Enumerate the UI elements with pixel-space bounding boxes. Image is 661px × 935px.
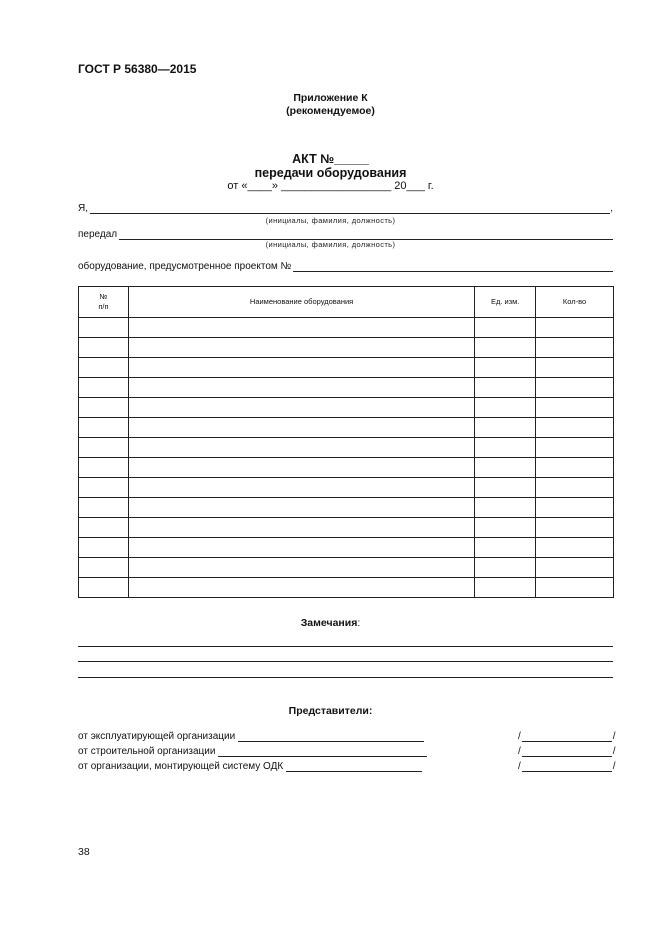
cell-number[interactable] (79, 498, 129, 518)
cell-name[interactable] (128, 458, 474, 478)
col-name-header: Наименование оборудования (128, 287, 474, 318)
table-row (79, 478, 614, 498)
cell-unit[interactable] (475, 378, 536, 398)
cell-number[interactable] (79, 438, 129, 458)
signature-field-operating[interactable] (522, 731, 612, 742)
equipment-label: оборудование, предусмотренное проектом № (78, 261, 292, 272)
act-title: АКТ №_____ (292, 152, 369, 166)
cell-qty[interactable] (536, 378, 614, 398)
rep-label-mounting: от организации, монтирующей систему ОДК (78, 761, 284, 772)
cell-name[interactable] (128, 418, 474, 438)
cell-qty[interactable] (536, 498, 614, 518)
cell-qty[interactable] (536, 358, 614, 378)
table-row (79, 578, 614, 598)
cell-number[interactable] (79, 558, 129, 578)
table-header-row (79, 287, 614, 318)
table-row (79, 498, 614, 518)
cell-qty[interactable] (536, 318, 614, 338)
cell-qty[interactable] (536, 438, 614, 458)
transferred-row (78, 229, 613, 240)
cell-unit[interactable] (475, 418, 536, 438)
rep-label-construction: от строительной организации (78, 746, 216, 757)
signature-construction (518, 746, 616, 757)
act-subtitle: передачи оборудования (254, 166, 407, 180)
cell-number[interactable] (79, 338, 129, 358)
signature-operating (518, 731, 616, 742)
cell-qty[interactable] (536, 518, 614, 538)
rep-field-operating[interactable] (238, 731, 424, 742)
table-row (79, 378, 614, 398)
remarks-line-1[interactable] (78, 646, 613, 647)
hint-initials-1: (инициалы, фамилия, должность) (265, 216, 396, 225)
cell-name[interactable] (128, 558, 474, 578)
cell-name[interactable] (128, 358, 474, 378)
remarks-line-3[interactable] (78, 677, 613, 678)
cell-unit[interactable] (475, 398, 536, 418)
cell-number[interactable] (79, 398, 129, 418)
transferred-label: передал (78, 229, 118, 240)
cell-unit[interactable] (475, 498, 536, 518)
cell-qty[interactable] (536, 558, 614, 578)
cell-name[interactable] (128, 518, 474, 538)
equipment-row (78, 261, 613, 272)
cell-qty[interactable] (536, 418, 614, 438)
transferrer-field[interactable] (119, 229, 613, 240)
cell-name[interactable] (128, 398, 474, 418)
table-row (79, 338, 614, 358)
table-row (79, 418, 614, 438)
appendix-subtitle: (рекомендуемое) (286, 105, 375, 117)
signature-field-mounting[interactable] (522, 761, 612, 772)
table-row (79, 558, 614, 578)
cell-unit[interactable] (475, 458, 536, 478)
cell-name[interactable] (128, 578, 474, 598)
cell-number[interactable] (79, 478, 129, 498)
representatives-title: Представители: (288, 705, 373, 717)
rep-field-mounting[interactable] (286, 761, 422, 772)
cell-number[interactable] (79, 358, 129, 378)
page-number: 38 (78, 846, 90, 858)
col-unit-header: Ед. изм. (475, 287, 536, 318)
cell-unit[interactable] (475, 438, 536, 458)
cell-unit[interactable] (475, 578, 536, 598)
table-row (79, 458, 614, 478)
remarks-title-text: Замечания (300, 617, 358, 629)
cell-name[interactable] (128, 378, 474, 398)
cell-name[interactable] (128, 538, 474, 558)
rep-label-operating: от эксплуатирующей организации (78, 731, 236, 742)
cell-unit[interactable] (475, 358, 536, 378)
cell-name[interactable] (128, 318, 474, 338)
sig-slash-left: / (518, 746, 521, 757)
cell-unit[interactable] (475, 538, 536, 558)
cell-qty[interactable] (536, 578, 614, 598)
cell-number[interactable] (79, 458, 129, 478)
cell-qty[interactable] (536, 338, 614, 358)
table-row (79, 318, 614, 338)
col-number-line1: № (99, 292, 108, 301)
sig-slash-left: / (518, 761, 521, 772)
cell-name[interactable] (128, 478, 474, 498)
cell-unit[interactable] (475, 478, 536, 498)
sig-slash-right: / (612, 731, 616, 742)
cell-number[interactable] (79, 578, 129, 598)
i-end-comma: , (610, 203, 613, 214)
remarks-title (0, 617, 661, 629)
rep-field-construction[interactable] (218, 746, 427, 757)
cell-unit[interactable] (475, 318, 536, 338)
signature-mounting (518, 761, 616, 772)
col-qty-header: Кол-во (536, 287, 614, 318)
rep-row-mounting (78, 761, 422, 772)
equipment-table (78, 286, 614, 598)
rep-row-construction (78, 746, 427, 757)
cell-qty[interactable] (536, 538, 614, 558)
standard-header: ГОСТ Р 56380—2015 (78, 62, 197, 76)
cell-name[interactable] (128, 438, 474, 458)
sig-slash-left: / (518, 731, 521, 742)
cell-qty[interactable] (536, 398, 614, 418)
cell-number[interactable] (79, 318, 129, 338)
act-date-line: от «____» __________________ 20___ г. (227, 180, 434, 192)
appendix-title: Приложение К (293, 92, 368, 104)
i-label: Я, (78, 203, 88, 214)
table-row (79, 438, 614, 458)
cell-number[interactable] (79, 538, 129, 558)
cell-unit[interactable] (475, 338, 536, 358)
table-row (79, 358, 614, 378)
table-row (79, 518, 614, 538)
cell-number[interactable] (79, 518, 129, 538)
cell-number[interactable] (79, 418, 129, 438)
col-number-line2: п/п (98, 302, 109, 311)
cell-name[interactable] (128, 338, 474, 358)
cell-number[interactable] (79, 378, 129, 398)
remarks-line-2[interactable] (78, 661, 613, 662)
cell-name[interactable] (128, 498, 474, 518)
signature-field-construction[interactable] (522, 746, 612, 757)
sig-slash-right: / (612, 746, 616, 757)
sig-slash-right: / (612, 761, 616, 772)
col-number-header (79, 287, 129, 318)
cell-qty[interactable] (536, 478, 614, 498)
project-number-field[interactable] (293, 261, 613, 272)
recipient-row (78, 203, 613, 214)
table-row (79, 398, 614, 418)
cell-unit[interactable] (475, 518, 536, 538)
table-row (79, 538, 614, 558)
rep-row-operating (78, 731, 424, 742)
cell-qty[interactable] (536, 458, 614, 478)
remarks-colon: : (357, 617, 361, 629)
recipient-field[interactable] (90, 203, 610, 214)
hint-initials-2: (инициалы, фамилия, должность) (265, 240, 396, 249)
cell-unit[interactable] (475, 558, 536, 578)
